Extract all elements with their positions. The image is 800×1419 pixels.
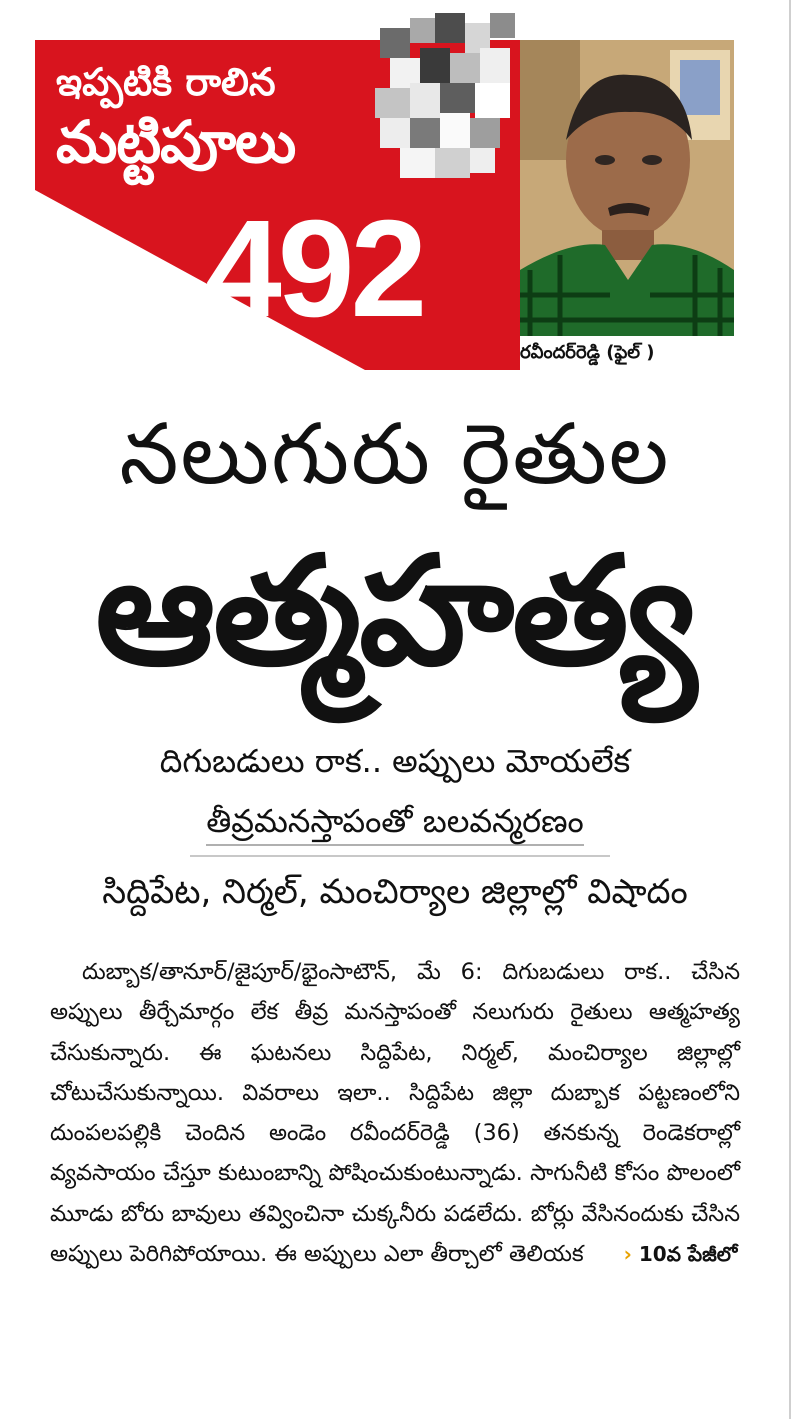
column-rule: [789, 0, 791, 1419]
subhead-line3: సిద్దిపేట, నిర్మల్, మంచిర్యాల జిల్లాల్లో విషాదం: [102, 872, 688, 912]
photo-caption: రవీందర్‌రెడ్డి (ఫైల్ ): [520, 342, 655, 363]
headline-line2: ఆత్మహత్య: [95, 525, 695, 699]
banner-kicker-line2: మట్టిపూలు: [56, 108, 296, 176]
arrow-icon: ›: [623, 1242, 632, 1267]
farmer-photo: [520, 40, 734, 336]
article-body: [50, 952, 740, 1274]
subhead-line2: [0, 802, 790, 848]
banner-kicker-line1: ఇప్పటికి రాలిన: [56, 60, 276, 104]
article-body-text: దుబ్బాక/తానూర్/జైపూర్/భైంసాటౌన్, మే 6: దిగుబడులు రాక.. చేసిన అప్పులు తీర్చేమార్గం లేక తీవ్ర మనస్తాపంతో నలుగురు రైతులు ఆత్మహత్య చేసుకున్నారు. ఈ ఘటనలు సిద్దిపేట, నిర్మల్, మంచిర్యాల జిల్లాల్లో చోటుచేసుకున్నాయి. వివరాలు ఇలా.. సిద్దిపేట జిల్లా దుబ్బాక పట్టణంలోని దుంపలపల్లికి చెందిన అండెం రవీందర్‌రెడ్డి (36) తనకున్న రెండెకరాల్లో వ్యవసాయం చేస్తూ కుటుంబాన్ని పోషించుకుంటున్నాడు. సాగునీటి కోసం పొలంలో మూడు బోరు బావులు తవ్వించినా చుక్కనీరు పడలేదు. బోర్లు వేసినందుకు చేసిన అప్పులు పెరిగిపోయాయి. ఈ అప్పులు ఎలా తీర్చాలో తెలియక: [50, 959, 740, 1268]
subhead-divider: [190, 855, 610, 857]
pixelated-photo-fragment: [360, 8, 530, 208]
continued-on-page[interactable]: [624, 1242, 738, 1266]
subhead-line1: దిగుబడులు రాక.. అప్పులు మోయలేక: [159, 742, 631, 780]
continued-page-label: 10వ పేజీలో: [638, 1242, 738, 1267]
banner-count: 492: [205, 192, 424, 346]
subhead-line2-text: తీవ్రమనస్తాపంతో బలవన్మరణం: [206, 802, 584, 846]
headline-line1: నలుగురు రైతుల: [119, 405, 671, 503]
